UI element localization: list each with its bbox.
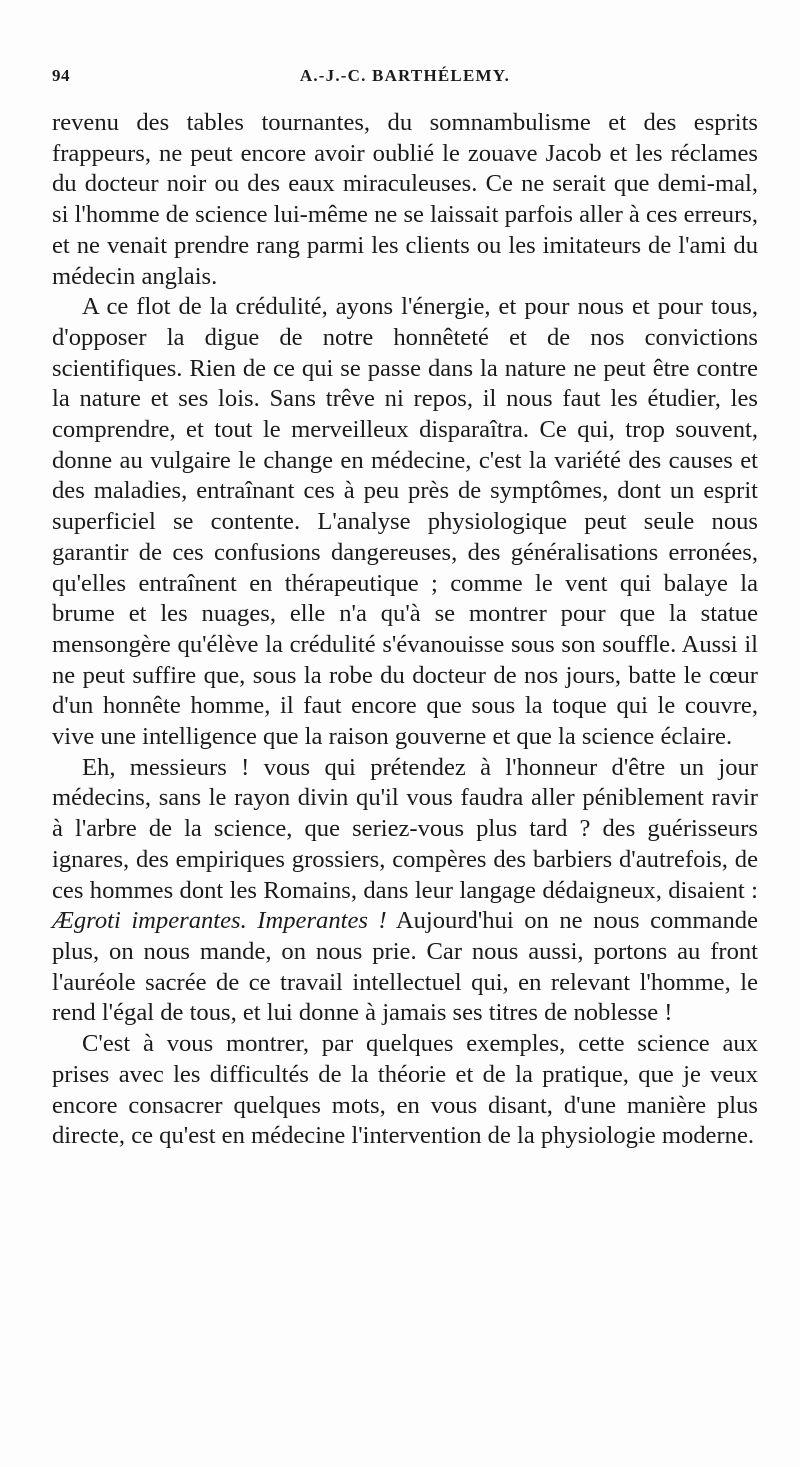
body-text	[52, 108, 758, 1152]
paragraph: revenu des tables tournantes, du somnambulisme et des esprits frappeurs, ne peut encore avoir oublié le zouave Jacob et les réclames du docteur noir ou des eaux miraculeuses. Ce ne serait que demi-mal, si l'homme de science lui-même ne se laissait parfois aller à ces erreurs, et ne venait prendre rang parmi les clients ou les imitateurs de l'ami du médecin anglais.	[52, 109, 758, 290]
paragraph: A ce flot de la crédulité, ayons l'énergie, et pour nous et pour tous, d'opposer la digue de notre honnêteté et de nos convictions scientifiques. Rien de ce qui se passe dans la nature ne peut être contre la nature et ses lois. Sans trêve ni repos, il nous faut les étudier, les comprendre, et tout le merveilleux disparaîtra. Ce qui, trop souvent, donne au vulgaire le change en médecine, c'est la variété des causes et des maladies, entraînant ces à peu près de symptômes, dont un esprit superficiel se contente. L'analyse physiologique peut seule nous garantir de ces confusions dangereuses, des généralisations erronées, qu'elles entraînent en thérapeutique ; comme le vent qui balaye la brume et les nuages, elle n'a qu'à se montrer pour que la statue mensongère qu'élève la crédulité s'évanouisse sous son souffle. Aussi il ne peut suffire que, sous la robe du docteur de nos jours, batte le cœur d'un honnête homme, il faut encore que sous la toque qui le couvre, vive une intelligence que la raison gouverne et que la science éclaire.	[52, 293, 758, 751]
page-header	[52, 66, 758, 94]
page-number: 94	[52, 66, 70, 85]
paragraph	[52, 753, 758, 1029]
latin-quote: Ægroti imperantes. Imperantes !	[52, 907, 387, 935]
paragraph-text: Eh, messieurs ! vous qui prétendez à l'honneur d'être un jour médecins, sans le rayon divin qu'il vous faudra aller péniblement ravir à l'arbre de la science, que seriez-vous plus tard ? des guérisseurs ignares, des empiriques grossiers, compères des barbiers d'autrefois, de ces hommes dont les Romains, dans leur langage dédaigneux, disaient :	[52, 753, 758, 904]
paragraph: C'est à vous montrer, par quelques exemples, cette science aux prises avec les difficultés de la théorie et de la pratique, que je veux encore consacrer quelques mots, en vous disant, d'une manière plus directe, ce qu'est en médecine l'intervention de la physiologie moderne.	[52, 1030, 758, 1150]
paragraph-text: Aujourd'hui on ne nous commande plus, on nous mande, on nous prie. Car nous aussi, portons au front l'auréole sacrée de ce travail intellectuel qui, en relevant l'homme, le rend l'égal de tous, et lui donne à jamais ses titres de noblesse !	[52, 907, 758, 1027]
running-head: A.-J.-C. BARTHÉLEMY.	[299, 66, 511, 85]
